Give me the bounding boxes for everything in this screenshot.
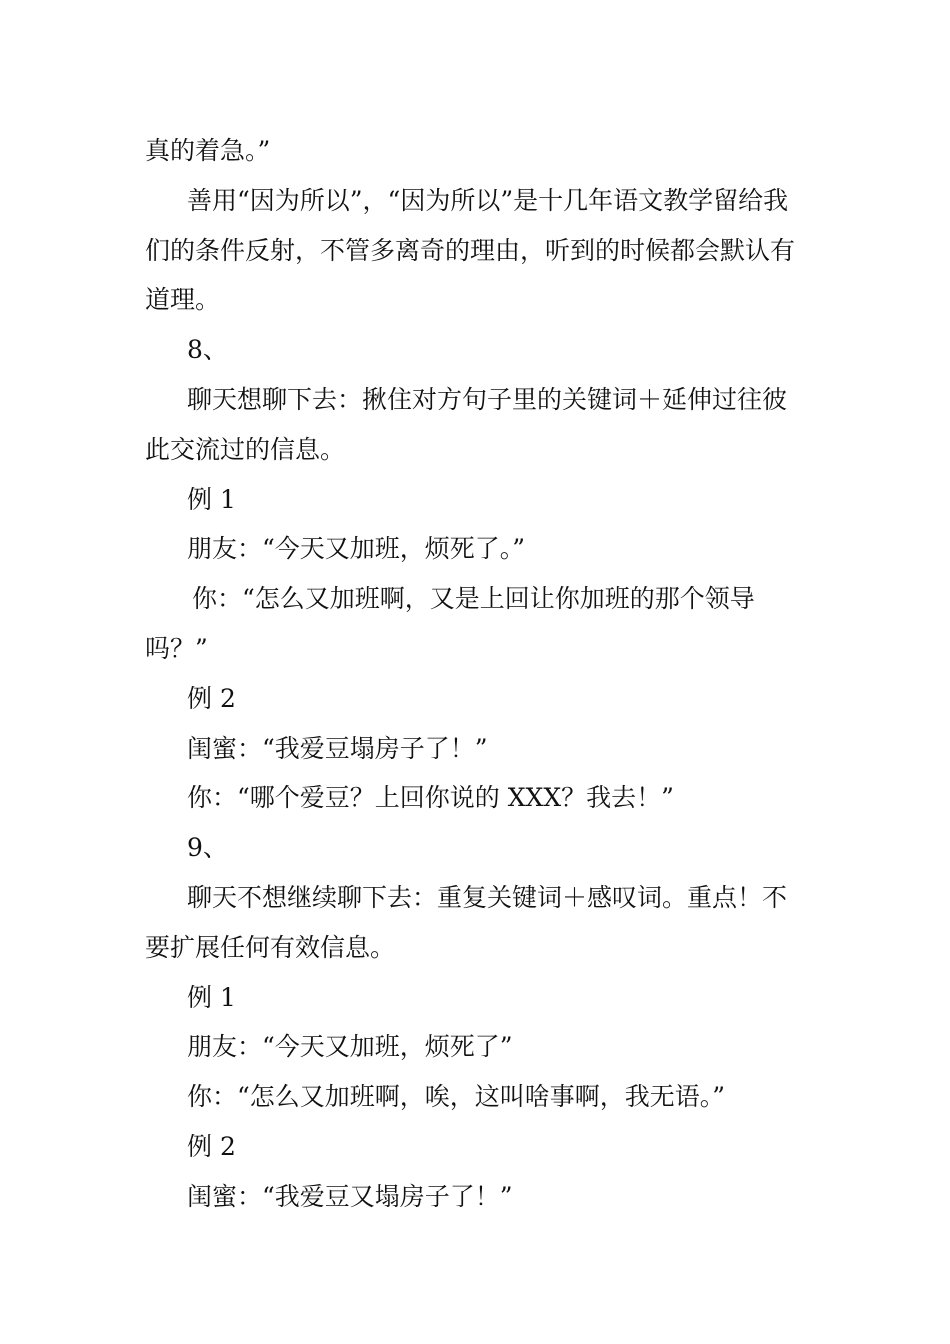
dialogue-line: 闺蜜：“我爱豆塌房子了！” xyxy=(187,733,488,763)
dialogue-line: 闺蜜：“我爱豆又塌房子了！” xyxy=(187,1181,513,1211)
section-number: 8、 xyxy=(187,335,228,365)
dialogue-line: 你：“哪个爱豆？上回你说的 XXX？我去！” xyxy=(187,783,674,813)
example-label: 例 1 xyxy=(187,982,236,1012)
dialogue-line: 朋友：“今天又加班，烦死了。” xyxy=(187,534,526,564)
body-text xyxy=(145,126,809,1222)
paragraph-line: 聊天不想继续聊下去：重复关键词＋感叹词。重点！不要扩展任何有效信息。 xyxy=(145,882,788,962)
dialogue-line: 你：“怎么又加班啊，又是上回让你加班的那个领导吗？” xyxy=(145,584,755,663)
section-number: 9、 xyxy=(187,833,228,863)
dialogue-line: 朋友：“今天又加班，烦死了” xyxy=(187,1032,513,1062)
example-label: 例 2 xyxy=(187,1131,236,1161)
example-label: 例 2 xyxy=(187,683,236,713)
example-label: 例 1 xyxy=(187,484,236,514)
dialogue-line: 你：“怎么又加班啊，唉，这叫啥事啊，我无语。” xyxy=(187,1082,726,1112)
paragraph-line: 善用“因为所以”，“因为所以”是十几年语文教学留给我们的条件反射，不管多离奇的理由，听到的时候都会默认有道理。 xyxy=(145,185,796,315)
paragraph-line: 聊天想聊下去：揪住对方句子里的关键词＋延伸过往彼此交流过的信息。 xyxy=(145,384,788,464)
paragraph-line: 真的着急。” xyxy=(145,136,271,165)
